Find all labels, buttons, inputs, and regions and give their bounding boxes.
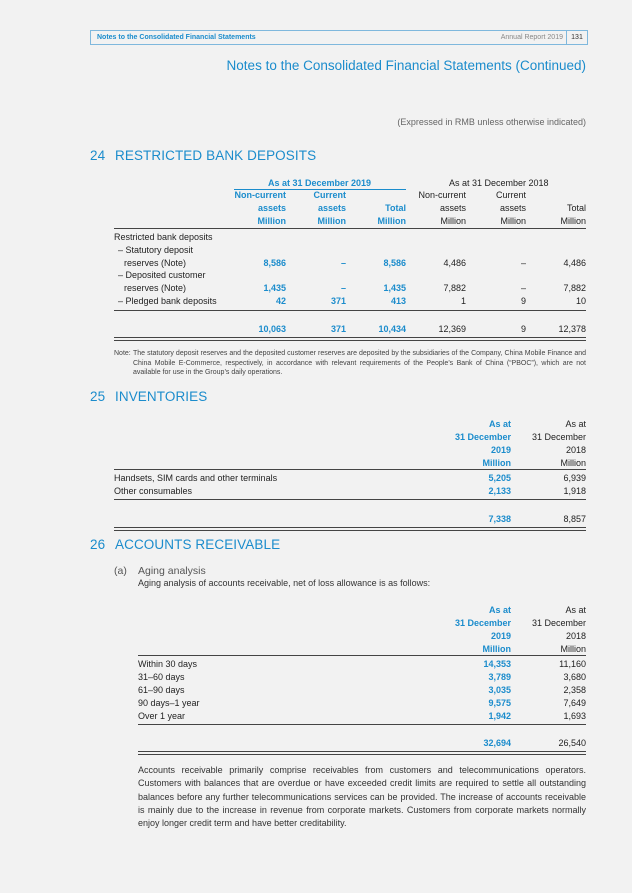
header-section-title: Notes to the Consolidated Financial Statements	[97, 34, 256, 41]
col-h2-3: assets	[439, 203, 466, 213]
cell: 26,540	[558, 738, 586, 748]
group-header-2018: As at 31 December 2018	[449, 178, 549, 188]
head-2018-line: 2018	[565, 445, 586, 455]
row-label: Within 30 days	[138, 659, 198, 669]
cell: 12,378	[558, 324, 586, 334]
inventories-header-rule	[114, 469, 586, 470]
cell: 9	[520, 296, 526, 306]
group-header-2019: As at 31 December 2019	[268, 178, 372, 188]
receivables-subtotal-rule	[138, 724, 586, 725]
cell: 413	[390, 296, 406, 306]
head-2019-line: As at	[488, 605, 511, 615]
currency-note: (Expressed in RMB unless otherwise indicated)	[397, 117, 586, 127]
cell: 11,160	[559, 659, 586, 669]
aging-analysis-subheading	[114, 565, 206, 577]
cell: 12,369	[438, 324, 466, 334]
cell: 7,882	[443, 283, 466, 293]
page-title: Notes to the Consolidated Financial Statements (Continued)	[226, 58, 586, 73]
row-label: reserves (Note)	[124, 283, 187, 293]
cell: 8,586	[263, 258, 286, 268]
aging-analysis-description: Aging analysis of accounts receivable, net of loss allowance is as follows:	[138, 578, 431, 588]
section-24-number: 24	[90, 148, 106, 163]
col-h3-2: Million	[377, 216, 406, 226]
receivables-paragraph: Accounts receivable primarily comprise receivables from customers and telecommunications operators. Customers with balances that are overdue or have exceeded credit limits are required to settle all outstanding balances before any further telecommunications services can be provided. The increase of accounts receivable is mainly due to the increase in revenue from corporate markets. Customers from corporate markets normally enjoy longer credit term and have better creditability.	[138, 765, 586, 829]
restricted-deposits-total-double-rule	[114, 337, 586, 341]
row-label: reserves (Note)	[124, 258, 187, 268]
cell: 4,486	[563, 258, 586, 268]
cell: 1,693	[563, 711, 586, 721]
cell: 42	[275, 296, 286, 306]
col-h3-1: Million	[317, 216, 346, 226]
row-label: 31–60 days	[138, 672, 185, 682]
col-h2-1: assets	[317, 203, 346, 213]
cell: 3,035	[488, 685, 511, 695]
head-2018-line: 31 December	[531, 432, 586, 442]
col-h1-4: Current	[495, 190, 526, 200]
col-h2-5: Total	[566, 203, 586, 213]
head-2018-line: 2018	[565, 631, 586, 641]
col-h1-0: Non-current	[234, 190, 286, 200]
section-24-title: RESTRICTED BANK DEPOSITS	[115, 148, 317, 163]
page-header	[90, 30, 588, 45]
cell: 9,575	[488, 698, 511, 708]
head-2019-line: 31 December	[454, 618, 511, 628]
cell: 8,857	[563, 514, 586, 524]
col-h2-0: assets	[257, 203, 286, 213]
cell: 7,649	[563, 698, 586, 708]
col-h3-5: Million	[560, 216, 586, 226]
head-2018-line: 31 December	[531, 618, 586, 628]
head-2019-line: 2019	[490, 631, 511, 641]
head-2019-line: As at	[488, 419, 511, 429]
row-label: Over 1 year	[138, 711, 186, 721]
cell: 7,882	[563, 283, 586, 293]
cell: 10,063	[258, 324, 286, 334]
cell: 1,918	[563, 486, 586, 496]
cell: 6,939	[563, 473, 586, 483]
restricted-deposits-header-rule	[114, 228, 586, 229]
col-h3-3: Million	[440, 216, 466, 226]
row-label: – Pledged bank deposits	[118, 296, 217, 306]
cell: 10	[575, 296, 586, 306]
section-24-heading	[90, 148, 316, 163]
cell: 32,694	[483, 738, 511, 748]
label-restricted-bank-deposits: Restricted bank deposits	[114, 232, 213, 242]
label-deposited-customer: – Deposited customer	[118, 270, 206, 280]
head-2018-line: Million	[560, 644, 586, 654]
header-report-label: Annual Report 2019	[500, 34, 563, 41]
sub-index: (a)	[114, 565, 127, 577]
note-text: The statutory deposit reserves and the deposited customer reserves are deposited by the subsidiaries of the Company, China Mobile Finance and China Mobile E-Commerce, respectively, in accordance with relevant requirements of the People’s Bank of China (“PBOC”), which are not available for use in the Group’s daily operations.	[133, 350, 586, 376]
inventories-subtotal-rule	[114, 499, 586, 500]
cell: –	[340, 283, 346, 293]
head-2018-line: As at	[565, 419, 586, 429]
cell: –	[520, 258, 526, 268]
head-2019-line: 31 December	[454, 432, 511, 442]
cell: 7,338	[488, 514, 511, 524]
cell: 1,435	[383, 283, 406, 293]
cell: 2,133	[488, 486, 511, 496]
cell: 3,680	[563, 672, 586, 682]
row-label: Handsets, SIM cards and other terminals	[114, 473, 278, 483]
restricted-deposits-note	[114, 349, 586, 378]
col-h3-4: Million	[500, 216, 526, 226]
section-26-heading	[90, 537, 280, 552]
cell: 5,205	[488, 473, 511, 483]
cell: 4,486	[443, 258, 466, 268]
row-label: 61–90 days	[138, 685, 185, 695]
cell: –	[340, 258, 346, 268]
cell: 14,353	[483, 659, 511, 669]
receivables-total-double-rule	[138, 751, 586, 755]
cell: –	[520, 283, 526, 293]
section-25-title: INVENTORIES	[115, 389, 208, 404]
cell: 1,942	[488, 711, 511, 721]
sub-title: Aging analysis	[138, 565, 206, 577]
head-2019-line: Million	[482, 458, 511, 468]
cell: 1	[460, 296, 466, 306]
row-label: 90 days–1 year	[138, 698, 200, 708]
cell: 371	[330, 324, 346, 334]
cell: 10,434	[378, 324, 406, 334]
col-h1-1: Current	[313, 190, 346, 200]
cell: 9	[520, 324, 526, 334]
restricted-deposits-subtotal-rule	[114, 310, 586, 311]
head-2019-line: Million	[482, 644, 511, 654]
col-h3-0: Million	[257, 216, 286, 226]
head-2019-line: 2019	[490, 445, 511, 455]
receivables-header-rule	[138, 655, 586, 656]
col-h2-4: assets	[499, 203, 526, 213]
col-h2-2: Total	[385, 203, 406, 213]
section-25-heading	[90, 389, 207, 404]
head-2018-line: As at	[565, 605, 586, 615]
cell: 8,586	[383, 258, 406, 268]
col-h1-3: Non-current	[418, 190, 466, 200]
note-label: Note:	[114, 350, 131, 357]
inventories-total-double-rule	[114, 527, 586, 531]
label-statutory-deposit: – Statutory deposit	[118, 245, 194, 255]
cell: 371	[330, 296, 346, 306]
cell: 3,789	[488, 672, 511, 682]
section-26-number: 26	[90, 537, 106, 552]
cell: 1,435	[263, 283, 286, 293]
section-26-title: ACCOUNTS RECEIVABLE	[115, 537, 281, 552]
section-25-number: 25	[90, 389, 106, 404]
cell: 2,358	[563, 685, 586, 695]
page-number: 131	[566, 31, 587, 44]
row-label: Other consumables	[114, 486, 193, 496]
head-2018-line: Million	[560, 458, 586, 468]
